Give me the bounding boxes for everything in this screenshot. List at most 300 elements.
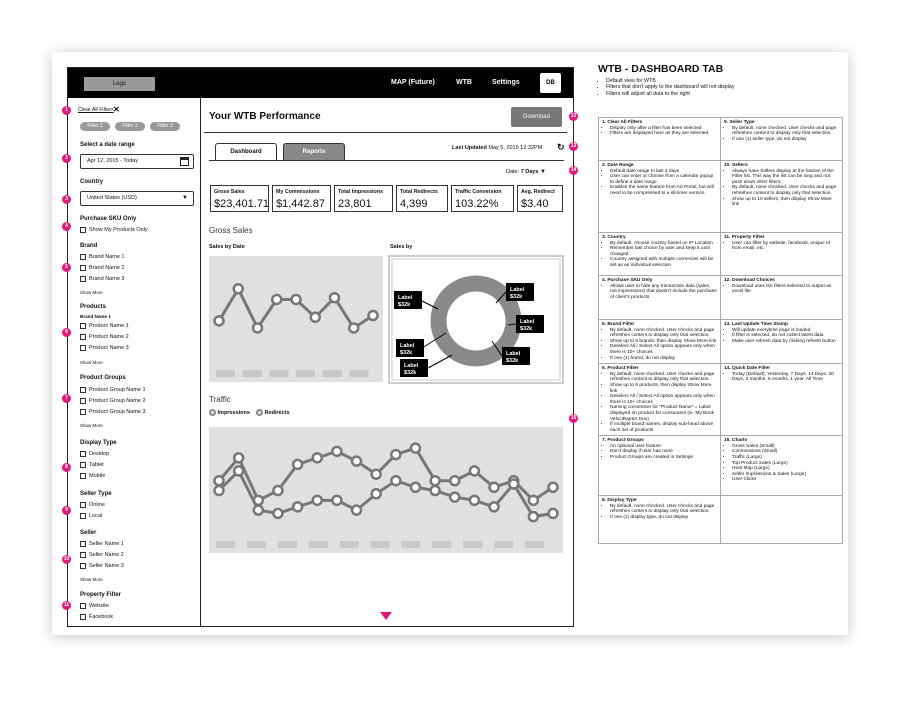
spec-row bbox=[599, 320, 843, 364]
product-label: Product Name 3 bbox=[89, 345, 129, 351]
spec-row bbox=[599, 118, 843, 161]
tab-reports[interactable]: Reports bbox=[283, 143, 345, 160]
spec-bullet: • An optional user feature bbox=[610, 444, 717, 450]
spec-row bbox=[599, 276, 843, 320]
data-point bbox=[411, 444, 420, 453]
marker-4: 4 bbox=[62, 222, 71, 231]
last-updated-label: Last Updated bbox=[452, 145, 487, 151]
spec-cell bbox=[721, 276, 843, 320]
checkbox-seller-2[interactable] bbox=[80, 552, 86, 558]
spec-bullet: • Enables the same feature from Ad Portal, but will need to be compressed to a slimmer version bbox=[610, 185, 717, 196]
data-point bbox=[272, 295, 281, 304]
donut-label-value: $32k bbox=[404, 370, 417, 376]
checkbox-tablet[interactable] bbox=[80, 462, 86, 468]
kpi-card bbox=[210, 185, 269, 212]
x-tick-label-placeholder bbox=[432, 541, 451, 548]
filter-pill-1[interactable]: Filter 1 bbox=[80, 122, 110, 131]
spec-cell bbox=[599, 233, 721, 276]
kpi-label: Total Impressions bbox=[338, 189, 383, 195]
data-point bbox=[549, 483, 558, 492]
spec-bullet: • Show up to 6 products, then display Show More link bbox=[610, 383, 717, 394]
traffic-chart bbox=[209, 427, 563, 553]
data-point bbox=[273, 509, 282, 518]
donut-label-value: $32k bbox=[400, 350, 413, 356]
marker-6: 6 bbox=[62, 328, 71, 337]
product-group-label: Product Group Name 3 bbox=[89, 409, 146, 415]
spec-item-title: 5. Brand Filter bbox=[602, 322, 635, 327]
data-point bbox=[529, 512, 538, 521]
marker-11: 11 bbox=[63, 602, 70, 608]
donut-label-name: Label bbox=[398, 295, 413, 301]
seller-heading: Seller bbox=[80, 530, 97, 536]
seller-type-label: Online bbox=[89, 502, 105, 508]
spec-cell bbox=[721, 161, 843, 233]
show-my-products-label: Show My Products Only bbox=[89, 227, 148, 233]
donut-label-name: Label bbox=[510, 287, 525, 293]
spec-item-bullets bbox=[724, 241, 839, 252]
sales-by-date-title: Sales by Date bbox=[209, 244, 245, 250]
spec-cell bbox=[599, 364, 721, 436]
checkbox-website[interactable] bbox=[80, 603, 86, 609]
data-point bbox=[372, 470, 381, 479]
spec-item-title: 2. Date Range bbox=[602, 163, 634, 168]
logo[interactable]: Logo bbox=[84, 77, 155, 91]
data-point bbox=[372, 489, 381, 498]
data-point bbox=[273, 486, 282, 495]
product-label: Product Name 2 bbox=[89, 334, 129, 340]
data-point bbox=[254, 506, 263, 515]
product-groups-heading: Product Groups bbox=[80, 375, 126, 381]
seller-label: Seller Name 2 bbox=[89, 552, 124, 558]
filter-pill-2[interactable]: Filter 2 bbox=[115, 122, 145, 131]
chart-background bbox=[209, 256, 383, 382]
brand-heading: Brand bbox=[80, 243, 98, 249]
seller-label: Seller Name 1 bbox=[89, 541, 124, 547]
spec-bullet: • By default, none checked. User checks and page refreshes content to display only that selection. bbox=[610, 372, 717, 383]
brand-label: Brand Name 3 bbox=[89, 276, 125, 282]
show-more-products-link[interactable]: Show More bbox=[80, 360, 103, 365]
x-tick-label-placeholder bbox=[309, 541, 328, 548]
brand-label: Brand Name 2 bbox=[89, 265, 125, 271]
spec-item-bullets bbox=[724, 169, 839, 208]
kpi-card bbox=[334, 185, 393, 212]
sales-by-date-chart bbox=[209, 256, 383, 382]
spec-bullet: • Will update everytime page is loaded bbox=[732, 328, 839, 334]
data-point bbox=[470, 496, 479, 505]
spec-item-bullets bbox=[724, 328, 839, 345]
data-point bbox=[332, 496, 341, 505]
spec-intro-list bbox=[606, 78, 735, 97]
marker-5: 5 bbox=[62, 263, 71, 272]
chevron-down-icon: ▼ bbox=[182, 195, 188, 201]
display-type-label: Tablet bbox=[89, 462, 104, 468]
sales-by-title: Sales by bbox=[390, 244, 413, 250]
data-point bbox=[391, 450, 400, 459]
spec-bullet: • Don't display if user has none bbox=[610, 449, 717, 455]
spec-item-title: 4. Purchase SKU Only bbox=[602, 278, 653, 283]
date-filter-value: 7 Days bbox=[520, 169, 539, 175]
data-point bbox=[470, 466, 479, 475]
data-point bbox=[411, 483, 420, 492]
spec-bullet: • By default, none checked. User checks and page refreshes content to display only that selection. bbox=[610, 328, 717, 339]
spec-bullet: • Show up to 10 sellers, then display Show More link bbox=[732, 197, 839, 208]
spec-bullet: • Always have Sellers display at the bottom of the Filter list. This way the list can be long and not push down other filters. bbox=[732, 169, 839, 186]
checkbox-seller-3[interactable] bbox=[80, 563, 86, 569]
spec-bullet: • Download uses the filters selected to output an excel file bbox=[732, 284, 839, 295]
product-label: Product Name 1 bbox=[89, 323, 129, 329]
kpi-label: Total Redirects bbox=[400, 189, 438, 195]
marker-10: 10 bbox=[63, 556, 70, 562]
marker-1: 1 bbox=[62, 106, 71, 115]
spec-cell bbox=[721, 436, 843, 496]
x-tick-label-placeholder bbox=[216, 370, 235, 377]
data-point bbox=[313, 496, 322, 505]
checkbox-product-group-3[interactable] bbox=[80, 409, 86, 415]
sales-by-donut-chart bbox=[388, 255, 564, 384]
spec-intro-item: • Default view for WTB bbox=[606, 78, 735, 84]
spec-cell bbox=[721, 320, 843, 364]
seller-type-label: Local bbox=[89, 513, 103, 519]
spec-bullet: • If filter is selected, do not collect latest data bbox=[732, 333, 839, 339]
spec-bullet: • If one (1) seller type, do not display bbox=[732, 137, 839, 143]
products-heading: Products bbox=[80, 304, 107, 310]
country-select[interactable] bbox=[80, 191, 194, 206]
show-more-sellers-link[interactable]: Show More bbox=[80, 577, 103, 582]
data-point bbox=[450, 493, 459, 502]
spec-cell bbox=[599, 320, 721, 364]
kpi-card bbox=[451, 185, 514, 212]
donut-label-value: $32k bbox=[398, 302, 411, 308]
calendar-icon[interactable] bbox=[180, 157, 189, 166]
kpi-label: My Commissions bbox=[276, 189, 320, 195]
data-point bbox=[529, 496, 538, 505]
refresh-icon[interactable]: ↻ bbox=[557, 142, 565, 152]
products-brand-subheading: Brand Name 1 bbox=[80, 314, 111, 319]
spec-intro-item: • Filters will adjust all data to the right bbox=[606, 91, 735, 97]
spec-row bbox=[599, 496, 843, 544]
spec-item-title: 11. Property Filter bbox=[724, 235, 765, 240]
property-label: Facebook bbox=[89, 614, 114, 620]
close-icon[interactable]: ✕ bbox=[113, 105, 120, 114]
traffic-heading: Traffic bbox=[209, 395, 231, 404]
country-heading: Country bbox=[80, 179, 103, 185]
data-point bbox=[369, 311, 378, 320]
spec-title: WTB - DASHBOARD TAB bbox=[598, 63, 724, 75]
seller-label: Seller Name 3 bbox=[89, 563, 124, 569]
data-point bbox=[234, 466, 243, 475]
spec-cell bbox=[721, 364, 843, 436]
x-tick-label-placeholder bbox=[243, 370, 262, 377]
spec-cell bbox=[599, 161, 721, 233]
checkbox-product-1[interactable] bbox=[80, 323, 86, 329]
filter-pill-3[interactable]: Filter 3 bbox=[150, 122, 180, 131]
date-range-heading: Select a date range bbox=[80, 142, 135, 148]
kpi-value: 103.22% bbox=[455, 198, 499, 210]
data-point bbox=[391, 476, 400, 485]
data-point bbox=[292, 295, 301, 304]
display-type-label: Desktop bbox=[89, 451, 110, 457]
spec-bullet: • By default, choose country based on IP Location bbox=[610, 241, 717, 247]
kpi-value: 23,801 bbox=[338, 198, 372, 210]
spec-bullet: • Seller Impressions & Sales (Large) bbox=[732, 472, 839, 478]
seller-type-heading: Seller Type bbox=[80, 491, 112, 497]
spec-cell bbox=[599, 276, 721, 320]
date-range-input[interactable] bbox=[80, 154, 194, 169]
nav-map-future[interactable]: MAP (Future) bbox=[391, 79, 435, 86]
display-type-label: Mobile bbox=[89, 473, 106, 479]
marker-9: 9 bbox=[62, 506, 71, 515]
checkbox-product-2[interactable] bbox=[80, 334, 86, 340]
marker-7: 7 bbox=[62, 394, 71, 403]
title-divider bbox=[204, 132, 567, 133]
date-filter-label: Date: bbox=[506, 169, 520, 175]
data-point bbox=[234, 453, 243, 462]
spec-row bbox=[599, 161, 843, 233]
data-point bbox=[215, 486, 224, 495]
data-point bbox=[215, 316, 224, 325]
spec-bullet: • Traffic (Large) bbox=[732, 455, 839, 461]
data-point bbox=[352, 457, 361, 466]
data-point bbox=[234, 284, 243, 293]
kpi-label: Avg. Redirect bbox=[521, 189, 555, 195]
kpi-value: $3.40 bbox=[521, 198, 549, 210]
data-point bbox=[352, 506, 361, 515]
checkbox-product-3[interactable] bbox=[80, 345, 86, 351]
spec-item-bullets bbox=[724, 372, 839, 383]
data-point bbox=[349, 323, 358, 332]
data-point bbox=[313, 453, 322, 462]
last-updated-value: May 5, 2015 12:32PM bbox=[488, 145, 543, 151]
x-tick-label-placeholder bbox=[349, 370, 368, 377]
spec-cell bbox=[599, 496, 721, 544]
redirects-radio[interactable] bbox=[256, 409, 263, 416]
spec-item-bullets bbox=[602, 284, 717, 301]
marker-13: 13 bbox=[570, 143, 577, 149]
spec-cell bbox=[721, 118, 843, 161]
spec-bullet: • Deselect All / Select All option appears only when there is 10+ choices bbox=[610, 344, 717, 355]
marker-2: 2 bbox=[62, 154, 71, 163]
spec-item-title: 15. Charts bbox=[724, 438, 748, 444]
marker-15: 15 bbox=[570, 415, 577, 421]
purchase-sku-heading: Purchase SKU Only bbox=[80, 216, 137, 222]
product-group-label: Product Group Name 1 bbox=[89, 387, 146, 393]
spec-cell bbox=[599, 118, 721, 161]
spec-bullet: • If one (1) brand, do not display bbox=[610, 356, 717, 362]
top-nav-bar bbox=[68, 68, 573, 98]
marker-14: 14 bbox=[570, 167, 577, 173]
x-tick-label-placeholder bbox=[401, 541, 420, 548]
tab-underline bbox=[209, 160, 564, 161]
spec-intro-item: • Filters that don't apply to the dashboard will not display bbox=[606, 84, 735, 90]
spec-bullet: • Allows user to hide any transaction data (sales, not impressions) that doesn't include the purchase of client's products bbox=[610, 284, 717, 301]
download-button[interactable]: Download bbox=[511, 107, 562, 127]
last-updated bbox=[452, 145, 542, 151]
spec-bullet: • Display only after a filter has been selected bbox=[610, 126, 717, 132]
spec-bullet: • User can filter by website, facebook, unique id from email, etc. bbox=[732, 241, 839, 252]
data-point bbox=[293, 460, 302, 469]
x-tick-label-placeholder bbox=[371, 541, 390, 548]
x-tick-label-placeholder bbox=[494, 541, 513, 548]
data-point bbox=[431, 476, 440, 485]
spec-item-title: 14. Quick Date Filter bbox=[724, 366, 771, 372]
checkbox-brand-3[interactable] bbox=[80, 276, 86, 282]
spec-item-title: 9. Seller Type bbox=[724, 120, 755, 125]
kpi-value: $1,442.87 bbox=[276, 198, 325, 210]
x-tick-label-placeholder bbox=[340, 541, 359, 548]
product-group-label: Product Group Name 2 bbox=[89, 398, 146, 404]
data-point bbox=[431, 486, 440, 495]
data-point bbox=[332, 447, 341, 456]
show-more-groups-link[interactable]: Show More bbox=[80, 423, 103, 428]
tab-dashboard[interactable]: Dashboard bbox=[215, 143, 277, 160]
x-tick-label-placeholder bbox=[323, 370, 342, 377]
spec-bullet: • Deselect All / Select All option appears only when there is 10+ choices bbox=[610, 394, 717, 405]
spec-bullet: • By default, none checked. User checks and page refreshes content to display only that selection. bbox=[610, 504, 717, 515]
spec-item-title: 13. Last Update Time Stamp bbox=[724, 322, 788, 327]
legend-redirects: Redirects bbox=[264, 409, 290, 416]
checkbox-desktop[interactable] bbox=[80, 451, 86, 457]
page-title: Your WTB Performance bbox=[209, 111, 321, 122]
spec-row bbox=[599, 233, 843, 276]
donut-label-name: Label bbox=[506, 351, 521, 357]
gross-sales-heading: Gross Sales bbox=[209, 226, 253, 235]
data-point bbox=[215, 476, 224, 485]
spec-bullet: • Remember last choice by user and keep it until changed bbox=[610, 246, 717, 257]
date-filter[interactable] bbox=[506, 169, 546, 175]
marker-12: 12 bbox=[570, 113, 577, 119]
spec-item-bullets bbox=[724, 284, 839, 295]
checkbox-brand-1[interactable] bbox=[80, 254, 86, 260]
checkbox-local[interactable] bbox=[80, 513, 86, 519]
donut-label-name: Label bbox=[400, 343, 415, 349]
property-label: Website bbox=[89, 603, 109, 609]
data-point bbox=[311, 313, 320, 322]
spec-bullet: • Product Groups are created in Settings bbox=[610, 455, 717, 461]
spec-bullet: • User Clicks bbox=[732, 477, 839, 483]
spec-bullet: • Show up to 6 brands, then display Show More link bbox=[610, 339, 717, 345]
donut-label-value: $32k bbox=[510, 294, 523, 300]
scroll-down-arrow-icon[interactable] bbox=[380, 612, 392, 620]
property-filter-heading: Property Filter bbox=[80, 592, 122, 598]
spec-cell bbox=[599, 436, 721, 496]
spec-bullet: • If multiple brand names, display sub-head above each set of products bbox=[610, 422, 717, 433]
donut-label-value: $32k bbox=[520, 326, 533, 332]
x-tick-label-placeholder bbox=[278, 541, 297, 548]
data-point bbox=[509, 480, 518, 489]
show-more-brands-link[interactable]: Show More bbox=[80, 290, 103, 295]
date-range-value: Apr 12, 2015 - Today bbox=[87, 158, 138, 164]
marker-8: 8 bbox=[62, 463, 71, 472]
x-tick-label-placeholder bbox=[269, 370, 288, 377]
spec-bullet: • Gross Sales (Small) bbox=[732, 444, 839, 450]
user-avatar[interactable]: DB bbox=[540, 73, 561, 93]
clear-all-filters-link[interactable]: Clear All Filters bbox=[78, 107, 114, 113]
donut-label-name: Label bbox=[520, 319, 535, 325]
kpi-value: $23,401.71 bbox=[214, 198, 270, 210]
kpi-card bbox=[272, 185, 331, 212]
checkbox-facebook[interactable] bbox=[80, 614, 86, 620]
data-point bbox=[490, 502, 499, 511]
spec-item-title: 12. Download Choices bbox=[724, 278, 775, 283]
spec-bullet: • Default date range to last 3 days bbox=[610, 169, 717, 175]
spec-item-bullets bbox=[602, 126, 717, 137]
spec-bullet: • If one (1) display type, do not display bbox=[610, 515, 717, 521]
spec-item-title: 1. Clear All Filters bbox=[602, 120, 643, 125]
display-type-heading: Display Type bbox=[80, 440, 117, 446]
spec-bullet: • Today (Default), Yesterday, 7 Days, 14 Days, 30 Days, 3 months, 6 months, 1 year, All Time bbox=[732, 372, 839, 383]
spec-item-bullets bbox=[602, 504, 717, 521]
spec-row bbox=[599, 436, 843, 496]
spec-item-bullets bbox=[602, 241, 717, 269]
checkbox-brand-2[interactable] bbox=[80, 265, 86, 271]
data-point bbox=[253, 323, 262, 332]
legend-impressions: Impressions bbox=[217, 409, 250, 416]
spec-bullet: • Naming convention for "Product Name" = Label displayed on product for consumers (ie. My Book VelociRaptor Duo) bbox=[610, 405, 717, 422]
x-tick-label-placeholder bbox=[463, 541, 482, 548]
spec-item-bullets bbox=[602, 372, 717, 434]
data-point bbox=[330, 293, 339, 302]
country-value: United States (USD) bbox=[87, 195, 137, 201]
spec-item-bullets bbox=[724, 126, 839, 143]
spec-table bbox=[598, 117, 843, 544]
spec-cell bbox=[721, 496, 843, 544]
x-tick-label-placeholder bbox=[296, 370, 315, 377]
kpi-label: Traffic Conversion bbox=[455, 189, 502, 195]
spec-bullet: • Make user refresh data by clicking refresh button bbox=[732, 339, 839, 345]
kpi-card bbox=[517, 185, 563, 212]
chevron-down-icon: ▼ bbox=[539, 169, 546, 175]
checkbox-mobile[interactable] bbox=[80, 473, 86, 479]
data-point bbox=[549, 509, 558, 518]
donut-label-name: Label bbox=[404, 363, 419, 369]
spec-cell bbox=[721, 233, 843, 276]
spec-bullet: • By default, none checked. User checks and page refreshes content to display only that selection. bbox=[732, 126, 839, 137]
x-tick-label-placeholder bbox=[247, 541, 266, 548]
spec-bullet: • Country assigned with multiple currencies will be set as an individual selection bbox=[610, 257, 717, 268]
checkbox-product-group-2[interactable] bbox=[80, 398, 86, 404]
spec-bullet: • Heat Map (Large) bbox=[732, 466, 839, 472]
wireframe-frame bbox=[67, 67, 574, 627]
traffic-legend bbox=[209, 409, 290, 416]
marker-3: 3 bbox=[62, 195, 71, 204]
spec-bullet: • Top Product Sales (Large) bbox=[732, 461, 839, 467]
checkbox-show-my-products[interactable] bbox=[80, 227, 86, 233]
checkbox-product-group-1[interactable] bbox=[80, 387, 86, 393]
nav-settings[interactable]: Settings bbox=[492, 79, 520, 86]
spec-item-bullets bbox=[724, 444, 839, 483]
donut-label-value: $32k bbox=[506, 358, 519, 364]
spec-bullet: • By default, none checked. User checks and page refreshes content to display only that selection. bbox=[732, 185, 839, 196]
spec-row bbox=[599, 364, 843, 436]
x-tick-label-placeholder bbox=[525, 541, 544, 548]
data-point bbox=[490, 483, 499, 492]
impressions-radio[interactable] bbox=[209, 409, 216, 416]
nav-wtb[interactable]: WTB bbox=[456, 79, 472, 86]
data-point bbox=[450, 476, 459, 485]
data-point bbox=[293, 502, 302, 511]
spec-item-title: 6. Product Filter bbox=[602, 366, 639, 372]
kpi-label: Gross Sales bbox=[214, 189, 245, 195]
spec-bullet: • Commissions (Small) bbox=[732, 449, 839, 455]
spec-bullet: • User can enter or choose from a calendar popup to define a date range bbox=[610, 174, 717, 185]
checkbox-seller-1[interactable] bbox=[80, 541, 86, 547]
spec-item-title: 7. Product Groups bbox=[602, 438, 644, 444]
brand-label: Brand Name 1 bbox=[89, 254, 125, 260]
spec-bullet: • Filters are displayed here as they are selected. bbox=[610, 131, 717, 137]
spec-item-bullets bbox=[602, 169, 717, 197]
spec-item-title: 3. Country bbox=[602, 235, 626, 240]
checkbox-online[interactable] bbox=[80, 502, 86, 508]
